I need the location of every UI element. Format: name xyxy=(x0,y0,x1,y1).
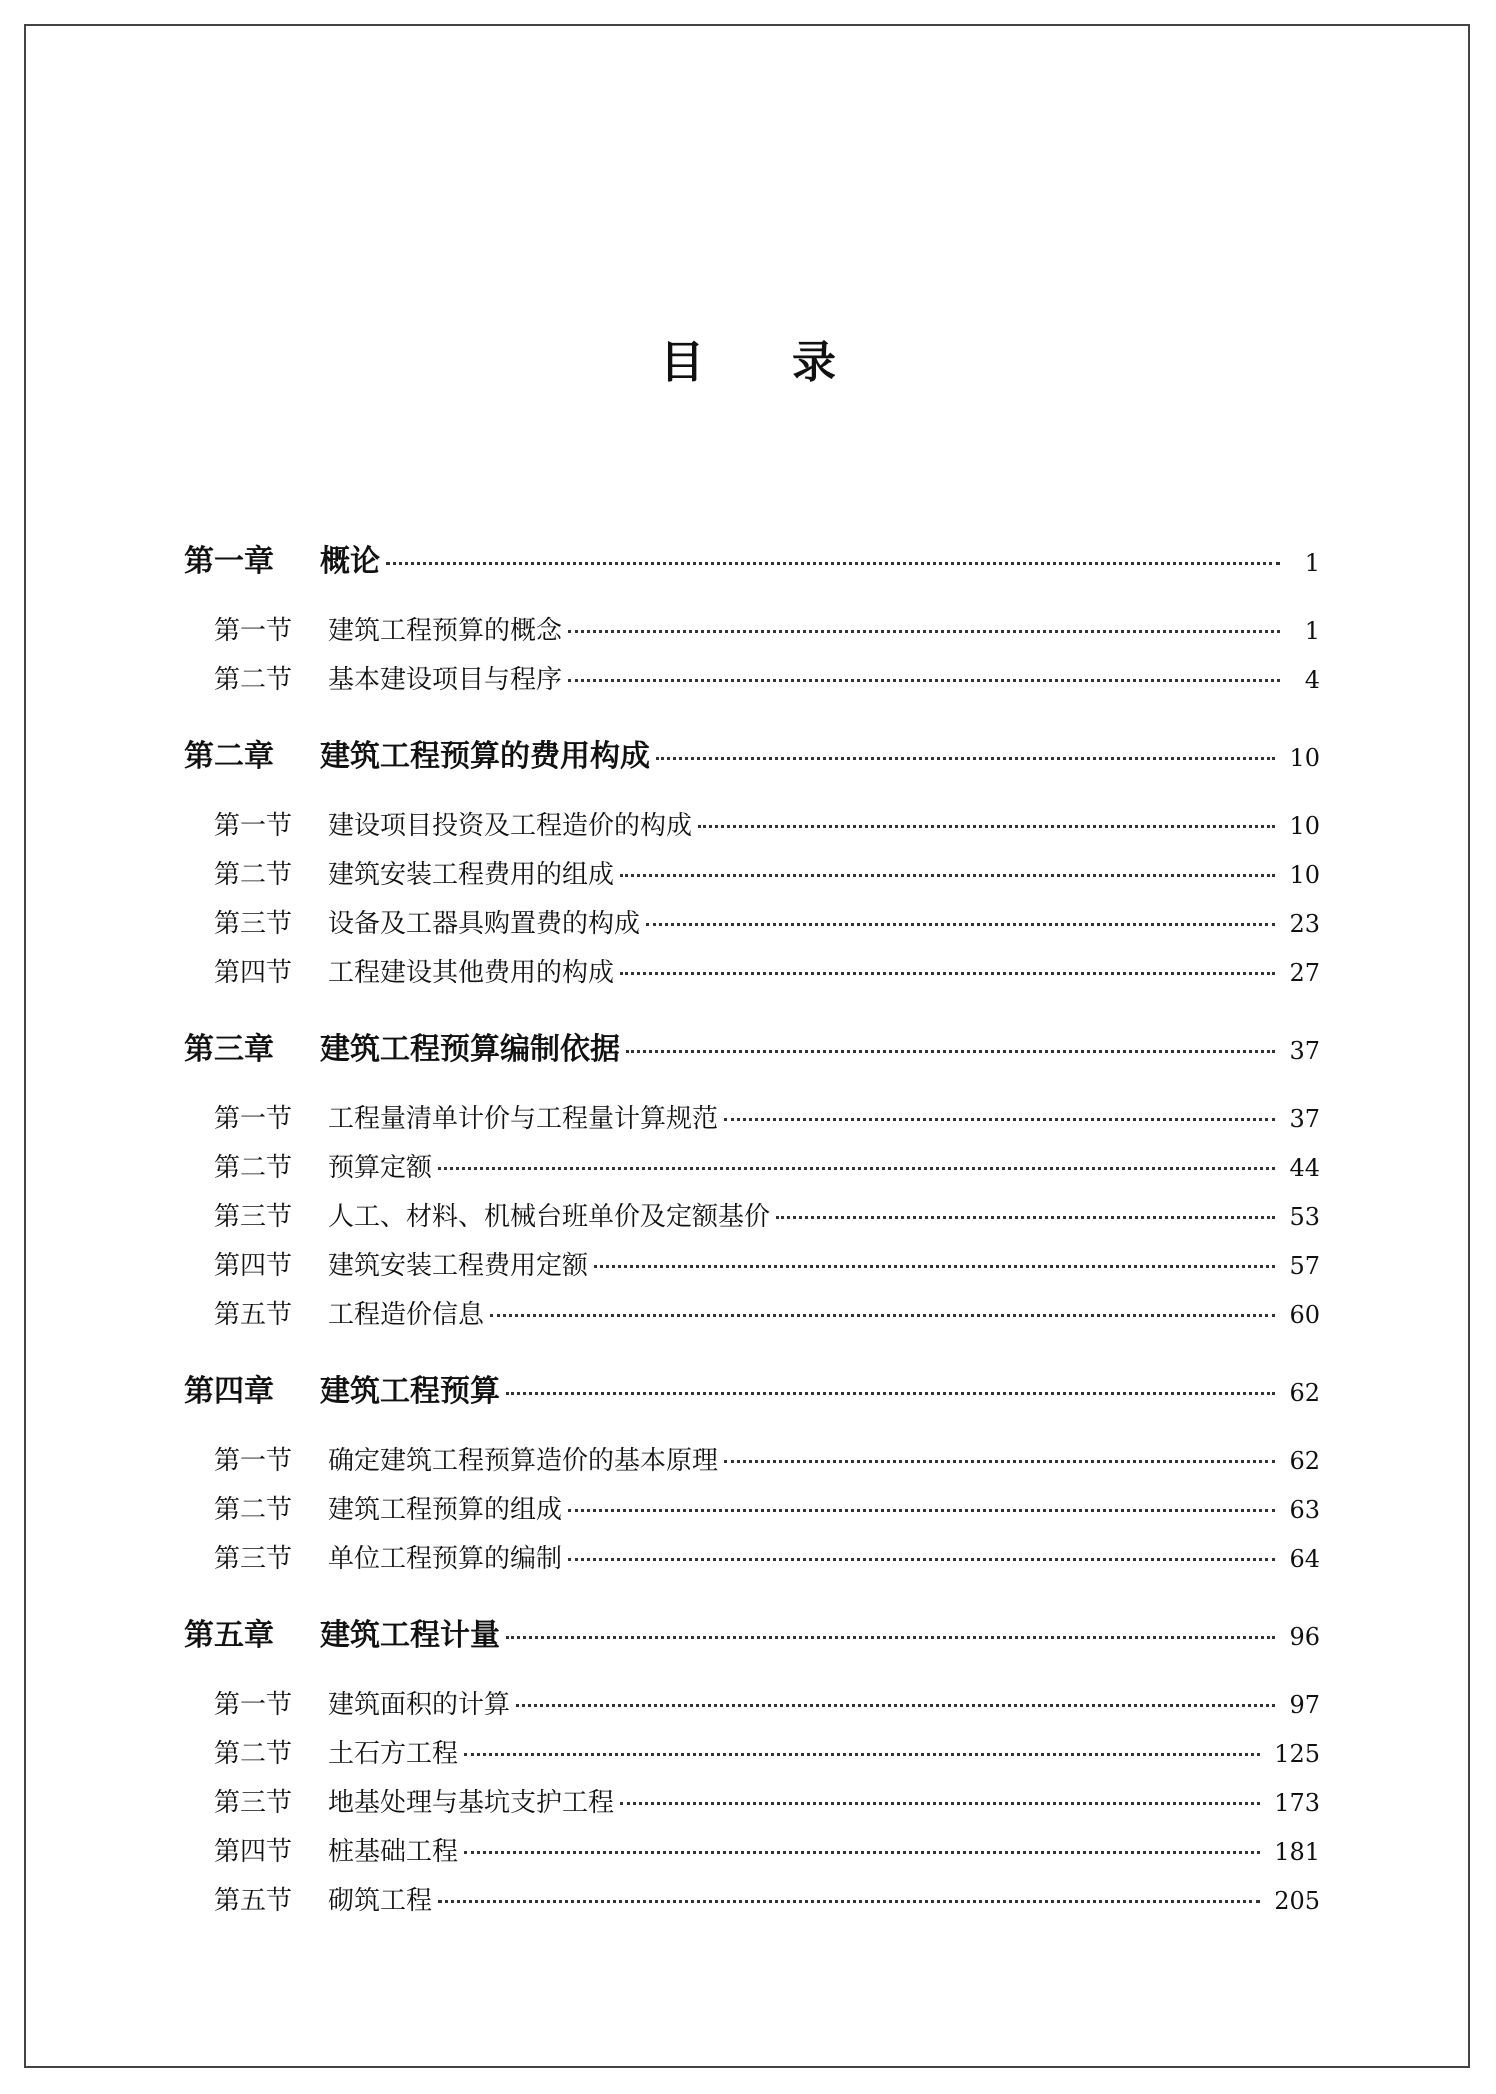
toc-section-entry[interactable] xyxy=(184,1538,1320,1575)
page-number: 57 xyxy=(1289,1252,1320,1280)
toc-section-entry[interactable] xyxy=(184,659,1320,696)
section-title: 人工、材料、机械台班单价及定额基价 xyxy=(328,1202,771,1232)
chapter-title: 建筑工程计量 xyxy=(320,1618,500,1653)
section-title: 土石方工程 xyxy=(328,1739,459,1769)
toc-section-entry[interactable] xyxy=(184,1196,1320,1233)
dot-leader xyxy=(594,1265,1275,1268)
section-title: 建筑工程预算的概念 xyxy=(328,616,563,646)
dot-leader xyxy=(698,825,1275,828)
dot-leader xyxy=(568,630,1280,633)
section-title: 设备及工器具购置费的构成 xyxy=(328,909,641,939)
toc-section-entry[interactable] xyxy=(184,1294,1320,1331)
dot-leader xyxy=(568,679,1280,682)
section-number: 第一节 xyxy=(214,811,293,841)
chapter-title: 建筑工程预算的费用构成 xyxy=(320,739,650,774)
toc-section-entry[interactable] xyxy=(184,854,1320,891)
section-title: 工程造价信息 xyxy=(328,1300,485,1330)
dot-leader xyxy=(620,874,1275,877)
chapter-number: 第四章 xyxy=(184,1374,274,1409)
toc-section-entry[interactable] xyxy=(184,610,1320,647)
toc-section-entry[interactable] xyxy=(184,1684,1320,1721)
page-title xyxy=(0,326,1496,390)
section-title: 工程量清单计价与工程量计算规范 xyxy=(328,1104,719,1134)
toc-section-entry[interactable] xyxy=(184,1880,1320,1917)
page-number: 62 xyxy=(1289,1447,1320,1475)
section-title: 桩基础工程 xyxy=(328,1837,459,1867)
chapter-number: 第三章 xyxy=(184,1032,274,1067)
page-number: 64 xyxy=(1289,1545,1320,1573)
toc-section-entry[interactable] xyxy=(184,805,1320,842)
dot-leader xyxy=(656,757,1275,760)
dot-leader xyxy=(620,1802,1260,1805)
page-number: 97 xyxy=(1289,1691,1320,1719)
section-number: 第三节 xyxy=(214,1788,293,1818)
toc-section-entry[interactable] xyxy=(184,903,1320,940)
section-number: 第一节 xyxy=(214,1690,293,1720)
dot-leader xyxy=(724,1118,1275,1121)
section-number: 第五节 xyxy=(214,1300,293,1330)
section-number: 第一节 xyxy=(214,1446,293,1476)
chapter-title: 建筑工程预算编制依据 xyxy=(320,1032,620,1067)
page-number: 10 xyxy=(1289,812,1320,840)
toc-section-entry[interactable] xyxy=(184,1489,1320,1526)
dot-leader xyxy=(438,1900,1260,1903)
dot-leader xyxy=(646,923,1275,926)
dot-leader xyxy=(776,1216,1275,1219)
chapter-number: 第二章 xyxy=(184,739,274,774)
chapter-title: 概论 xyxy=(320,544,380,579)
section-title: 建筑安装工程费用的组成 xyxy=(328,860,615,890)
section-title: 建设项目投资及工程造价的构成 xyxy=(328,811,693,841)
section-number: 第五节 xyxy=(214,1886,293,1916)
page-number: 10 xyxy=(1289,744,1320,772)
toc-section-entry[interactable] xyxy=(184,1147,1320,1184)
toc-section-entry[interactable] xyxy=(184,1733,1320,1770)
toc-section-entry[interactable] xyxy=(184,1440,1320,1477)
section-number: 第一节 xyxy=(214,1104,293,1134)
section-number: 第四节 xyxy=(214,1251,293,1281)
dot-leader xyxy=(386,562,1280,565)
section-number: 第二节 xyxy=(214,1739,293,1769)
page-number: 23 xyxy=(1289,910,1320,938)
section-title: 砌筑工程 xyxy=(328,1886,433,1916)
page-number: 181 xyxy=(1274,1838,1320,1866)
section-title: 基本建设项目与程序 xyxy=(328,665,563,695)
section-number: 第二节 xyxy=(214,665,293,695)
dot-leader xyxy=(568,1558,1275,1561)
toc-section-entry[interactable] xyxy=(184,952,1320,989)
dot-leader xyxy=(724,1460,1275,1463)
page-number: 1 xyxy=(1304,617,1320,645)
section-title: 确定建筑工程预算造价的基本原理 xyxy=(328,1446,719,1476)
page-number: 63 xyxy=(1289,1496,1320,1524)
section-title: 预算定额 xyxy=(328,1153,433,1183)
dot-leader xyxy=(438,1167,1275,1170)
section-number: 第三节 xyxy=(214,1202,293,1232)
dot-leader xyxy=(516,1704,1275,1707)
section-title: 工程建设其他费用的构成 xyxy=(328,958,615,988)
toc-chapter-entry[interactable] xyxy=(184,536,1320,580)
dot-leader xyxy=(464,1851,1260,1854)
section-number: 第一节 xyxy=(214,616,293,646)
dot-leader xyxy=(490,1314,1275,1317)
chapter-title: 建筑工程预算 xyxy=(320,1374,500,1409)
section-number: 第二节 xyxy=(214,1153,293,1183)
page-number: 62 xyxy=(1289,1379,1320,1407)
dot-leader xyxy=(626,1050,1275,1053)
section-number: 第三节 xyxy=(214,1544,293,1574)
page-number: 173 xyxy=(1274,1789,1320,1817)
page-number: 96 xyxy=(1289,1623,1320,1651)
page-number: 1 xyxy=(1304,549,1320,577)
section-title: 建筑面积的计算 xyxy=(328,1690,511,1720)
chapter-number: 第五章 xyxy=(184,1618,274,1653)
page-number: 53 xyxy=(1289,1203,1320,1231)
dot-leader xyxy=(620,972,1275,975)
section-number: 第四节 xyxy=(214,1837,293,1867)
toc-section-entry[interactable] xyxy=(184,1831,1320,1868)
section-number: 第四节 xyxy=(214,958,293,988)
page-number: 37 xyxy=(1289,1105,1320,1133)
section-number: 第二节 xyxy=(214,1495,293,1525)
section-number: 第二节 xyxy=(214,860,293,890)
toc-section-entry[interactable] xyxy=(184,1098,1320,1135)
dot-leader xyxy=(506,1636,1275,1639)
section-title: 建筑安装工程费用定额 xyxy=(328,1251,589,1281)
toc-section-entry[interactable] xyxy=(184,1245,1320,1282)
dot-leader xyxy=(568,1509,1275,1512)
section-title: 地基处理与基坑支护工程 xyxy=(328,1788,615,1818)
title-char-2: 录 xyxy=(792,337,836,388)
toc-chapter-entry[interactable] xyxy=(184,1610,1320,1654)
title-char-1: 目 xyxy=(660,337,704,388)
chapter-number: 第一章 xyxy=(184,544,274,579)
page-number: 10 xyxy=(1289,861,1320,889)
toc-section-entry[interactable] xyxy=(184,1782,1320,1819)
page-number: 205 xyxy=(1274,1887,1320,1915)
page-number: 44 xyxy=(1289,1154,1320,1182)
section-number: 第三节 xyxy=(214,909,293,939)
section-title: 单位工程预算的编制 xyxy=(328,1544,563,1574)
page-number: 4 xyxy=(1304,666,1320,694)
toc-chapter-entry[interactable] xyxy=(184,1366,1320,1410)
section-title: 建筑工程预算的组成 xyxy=(328,1495,563,1525)
toc-chapter-entry[interactable] xyxy=(184,731,1320,775)
page-number: 60 xyxy=(1289,1301,1320,1329)
dot-leader xyxy=(464,1753,1260,1756)
page-number: 27 xyxy=(1289,959,1320,987)
page-number: 37 xyxy=(1289,1037,1320,1065)
dot-leader xyxy=(506,1392,1275,1395)
page-number: 125 xyxy=(1274,1740,1320,1768)
toc-chapter-entry[interactable] xyxy=(184,1024,1320,1068)
